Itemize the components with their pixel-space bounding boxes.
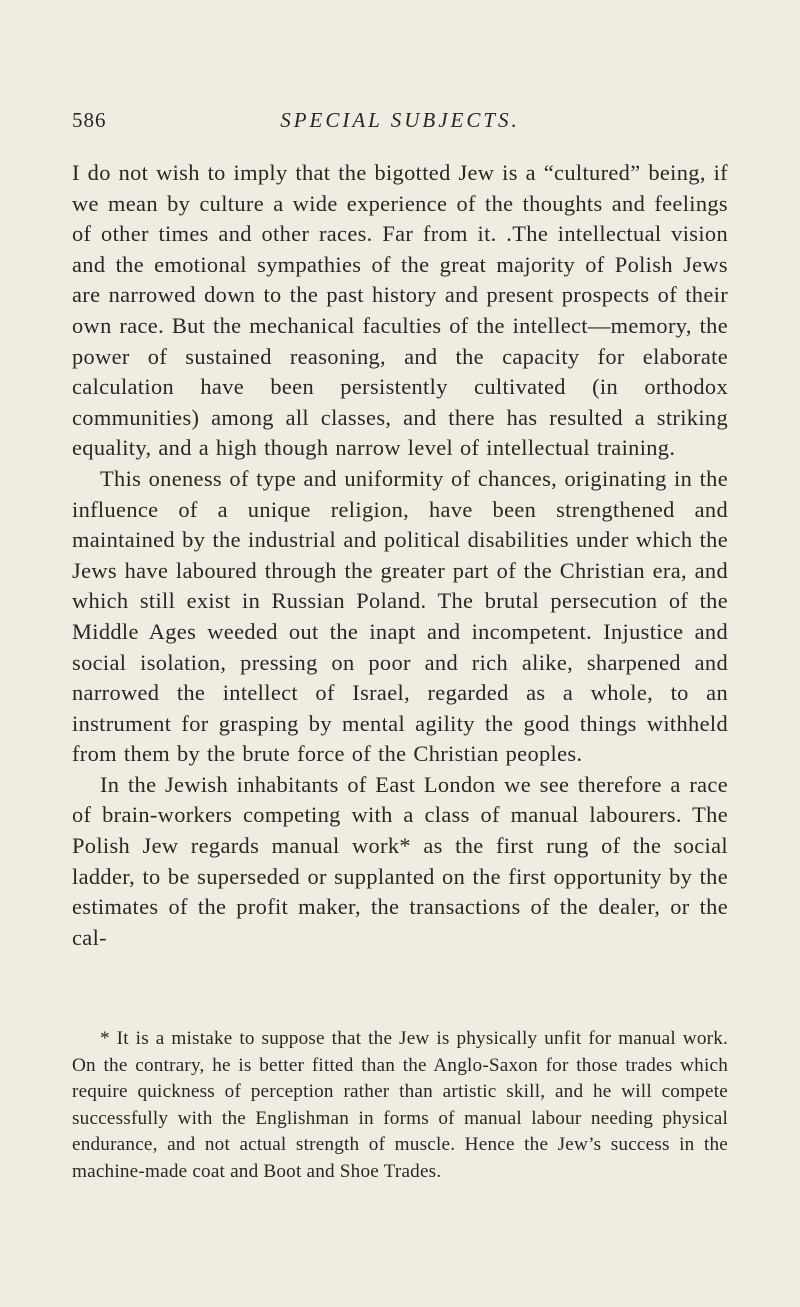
page-header bbox=[72, 108, 728, 142]
footnote: * It is a mistake to suppose that the Jew is physically unfit for manual work. On the contrary, he is better fitted than the Anglo-Saxon for those trades which require quickness of perception rather than artistic skill, and he will compete successfully with the Englishman in forms of manual labour needing physical endurance, and not actual strength of muscle. Hence the Jew’s success in the machine-made coat and Boot and Shoe Trades. bbox=[72, 1028, 728, 1182]
paragraph-3: In the Jewish inhabitants of East London we see therefore a race of brain-workers competing with a class of manual labourers. The Polish Jew regards manual work* as the first rung of the social ladder, to be superseded or supplanted on the first opportunity by the estimates of the profit maker, the transactions of the dealer, or the cal- bbox=[72, 771, 728, 950]
paragraph-1: I do not wish to imply that the bigotted Jew is a “cultured” being, if we mean by culture a wide experience of the thoughts and feelings of other times and other races. Far from it. .The intellectual vision and the emotional sympathies of the great majority of Polish Jews are narrowed down to the past history and present prospects of their own race. But the mechanical faculties of the intellect—memory, the power of sustained reasoning, and the capacity for elaborate calculation have been persistently cultivated (in orthodox communities) among all classes, and there has resulted a striking equality, and a high though narrow level of intellectual training. bbox=[72, 160, 728, 461]
running-head: SPECIAL SUBJECTS. bbox=[280, 108, 520, 132]
body-text bbox=[72, 158, 728, 953]
paragraph-2: This oneness of type and uniformity of chances, originating in the influence of a unique religion, have been strengthened and maintained by the industrial and political disabilities under which the Jews have laboured through the greater part of the Christian era, and which still exist in Russian Poland. The brutal persecution of the Middle Ages weeded out the inapt and incompetent. Injustice and social isolation, pressing on poor and rich alike, sharpened and narrowed the intellect of Israel, regarded as a whole, to an instrument for grasping by mental agility the good things withheld from them by the brute force of the Christian peoples. bbox=[72, 465, 728, 767]
page-number: 586 bbox=[72, 108, 107, 132]
